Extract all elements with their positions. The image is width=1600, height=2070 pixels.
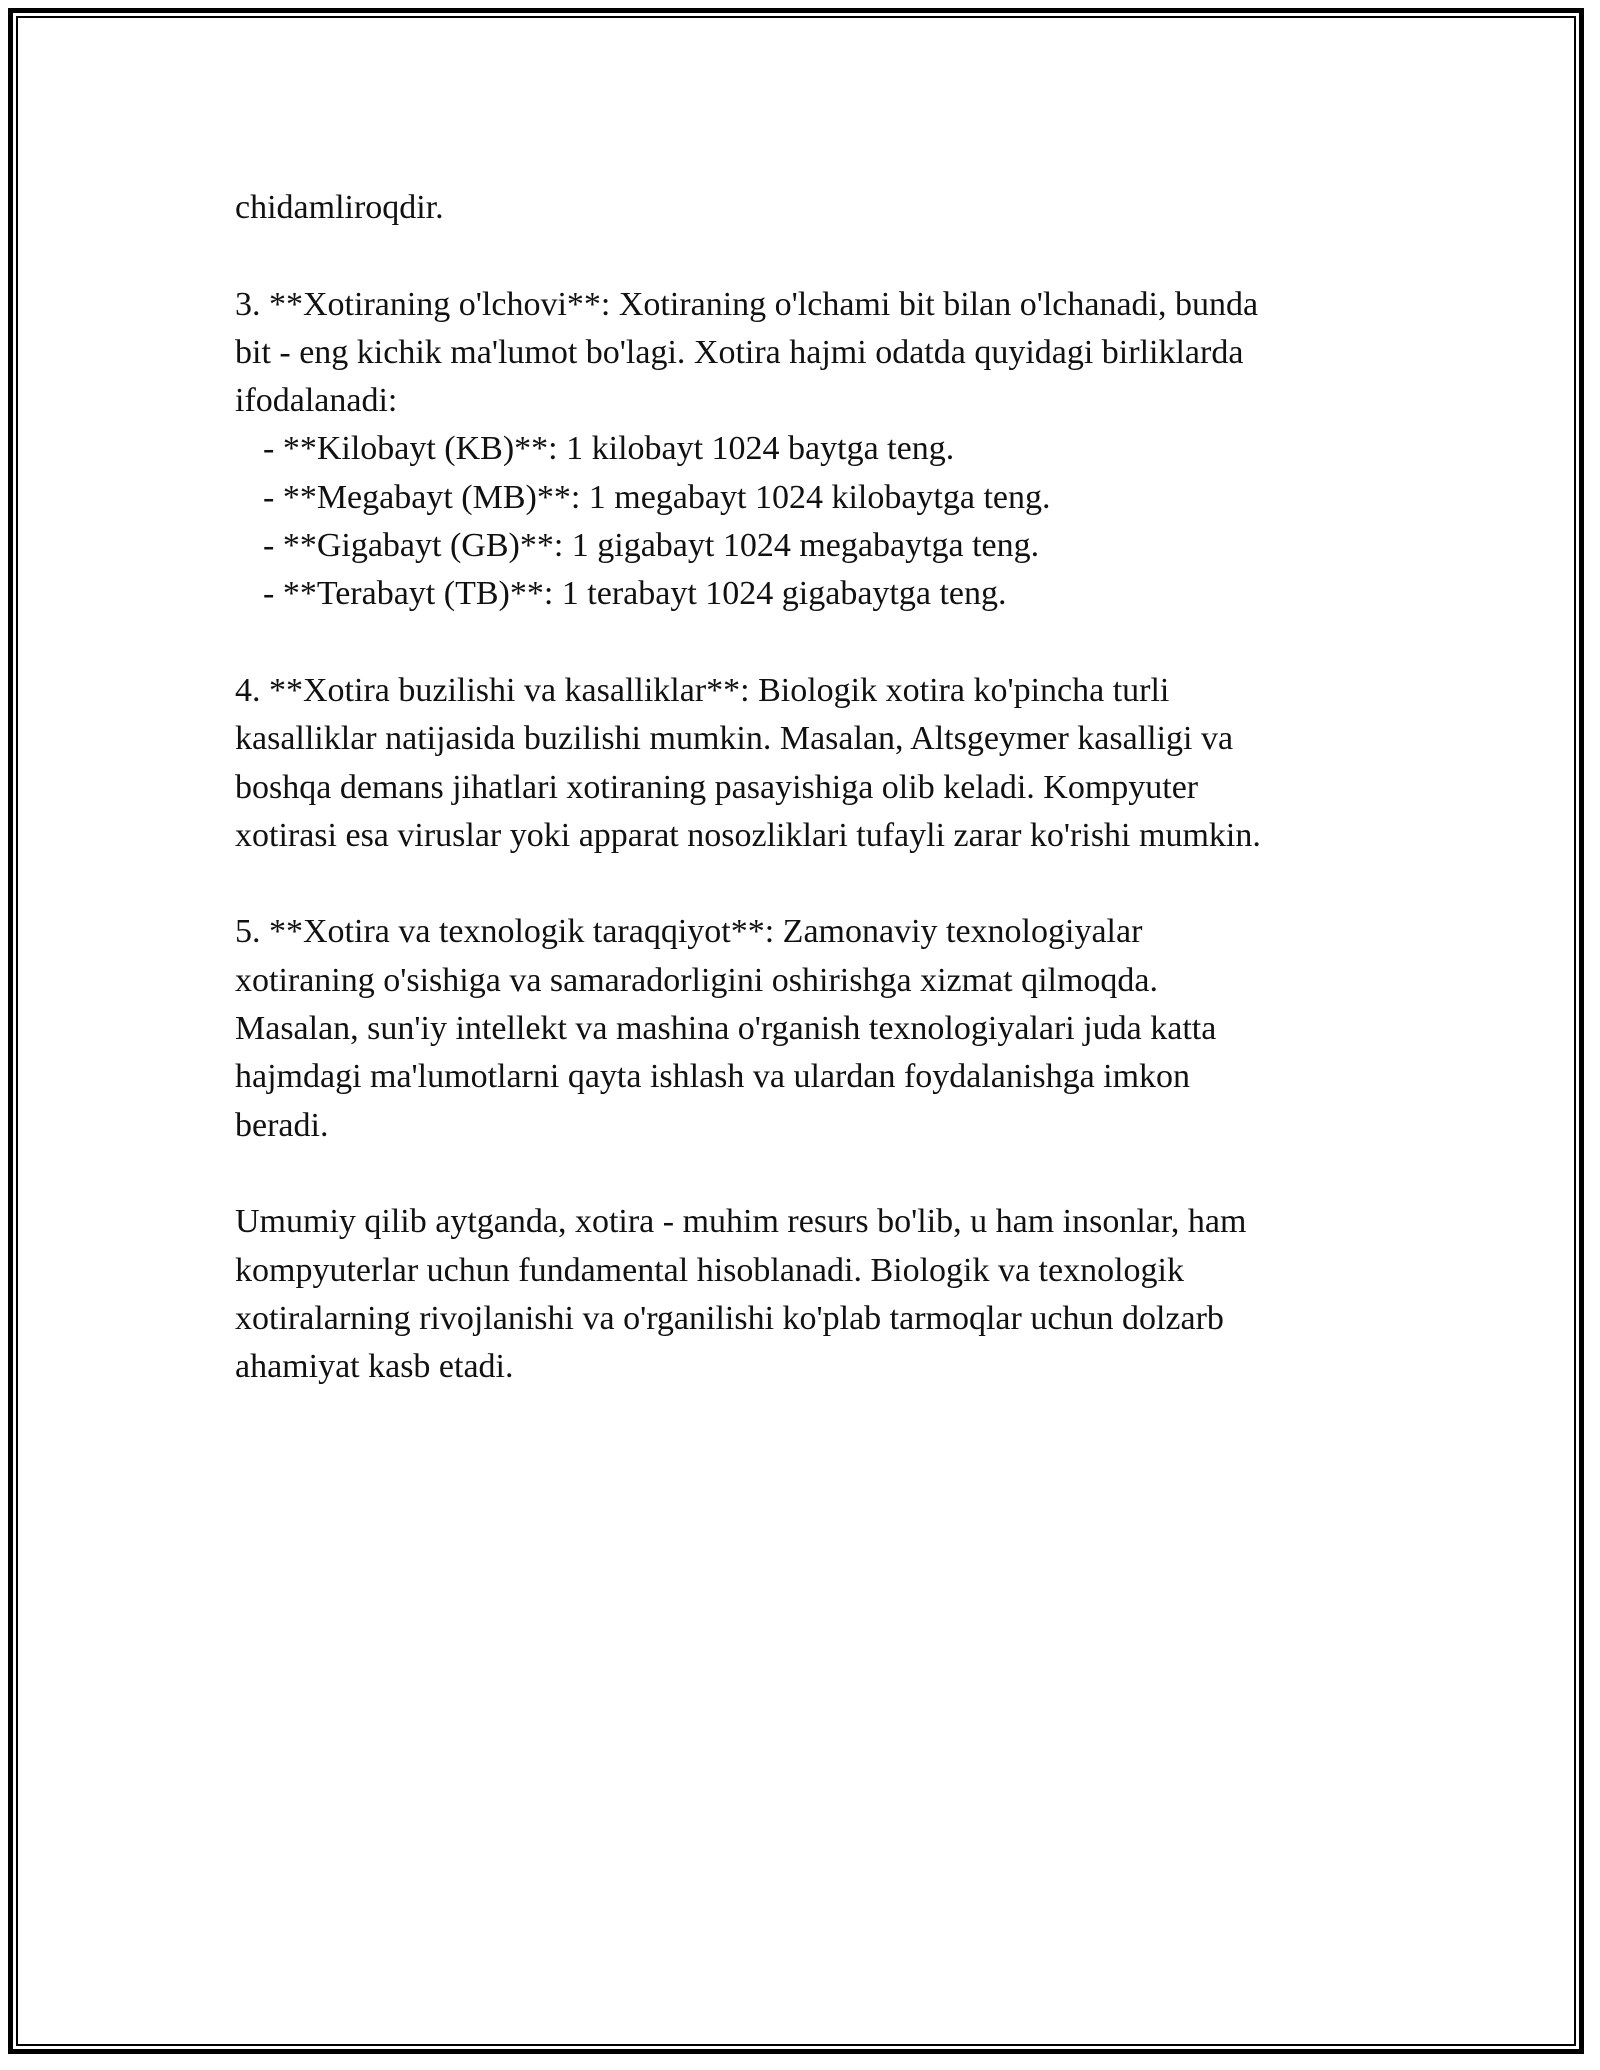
- paragraph-spacer: [235, 619, 1395, 667]
- paragraph-line: Masalan, sun'iy intellekt va mashina o'rganish texnologiyalari juda katta: [235, 1010, 1217, 1048]
- bullet-megabyte: - **Megabayt (MB)**: 1 megabayt 1024 kilobaytga teng.: [263, 478, 1051, 516]
- section-conclusion: [235, 1198, 1395, 1391]
- section-memory-size: [235, 281, 1395, 619]
- paragraph-line: ifodalanadi:: [235, 382, 398, 420]
- section-memory-technology: [235, 908, 1395, 1149]
- continuation-text: chidamliroqdir.: [235, 189, 444, 226]
- paragraph-line: Umumiy qilib aytganda, xotira - muhim resurs bo'lib, u ham insonlar, ham: [235, 1203, 1247, 1241]
- paragraph-line: 4. **Xotira buzilishi va kasalliklar**: Biologik xotira ko'pincha turli: [235, 671, 1170, 709]
- paragraph-line: xotirasi esa viruslar yoki apparat nosozliklari tufayli zarar ko'rishi mumkin.: [235, 816, 1261, 854]
- bullet-kilobyte: - **Kilobayt (KB)**: 1 kilobayt 1024 baytga teng.: [263, 430, 955, 468]
- paragraph-line: 3. **Xotiraning o'lchovi**: Xotiraning o'lchami bit bilan o'lchanadi, bunda: [235, 285, 1259, 323]
- paragraph-line: kompyuterlar uchun fundamental hisoblanadi. Biologik va texnologik: [235, 1251, 1184, 1289]
- paragraph-line: ahamiyat kasb etadi.: [235, 1348, 514, 1386]
- paragraph-line: hajmdagi ma'lumotlarni qayta ishlash va ulardan foydalanishga imkon: [235, 1058, 1191, 1096]
- paragraph-line: 5. **Xotira va texnologik taraqqiyot**: Zamonaviy texnologiyalar: [235, 913, 1143, 951]
- document-body: [235, 184, 1395, 1391]
- section-memory-disorders: [235, 667, 1395, 860]
- paragraph-spacer: [235, 860, 1395, 908]
- paragraph-line: boshqa demans jihatlari xotiraning pasayishiga olib keladi. Kompyuter: [235, 768, 1199, 806]
- paragraph-line: xotiralarning rivojlanishi va o'rganilishi ko'plab tarmoqlar uchun dolzarb: [235, 1299, 1224, 1337]
- paragraph-spacer: [235, 232, 1395, 280]
- paragraph-line: bit - eng kichik ma'lumot bo'lagi. Xotira hajmi odatda quyidagi birliklarda: [235, 333, 1244, 371]
- paragraph-line: beradi.: [235, 1106, 329, 1144]
- bullet-terabyte: - **Terabayt (TB)**: 1 terabayt 1024 gigabaytga teng.: [263, 575, 1007, 613]
- paragraph-line: kasalliklar natijasida buzilishi mumkin. Masalan, Altsgeymer kasalligi va: [235, 720, 1234, 758]
- paragraph-line: xotiraning o'sishiga va samaradorligini oshirishga xizmat qilmoqda.: [235, 961, 1159, 999]
- bullet-gigabyte: - **Gigabayt (GB)**: 1 gigabayt 1024 megabaytga teng.: [263, 527, 1040, 565]
- paragraph-spacer: [235, 1150, 1395, 1198]
